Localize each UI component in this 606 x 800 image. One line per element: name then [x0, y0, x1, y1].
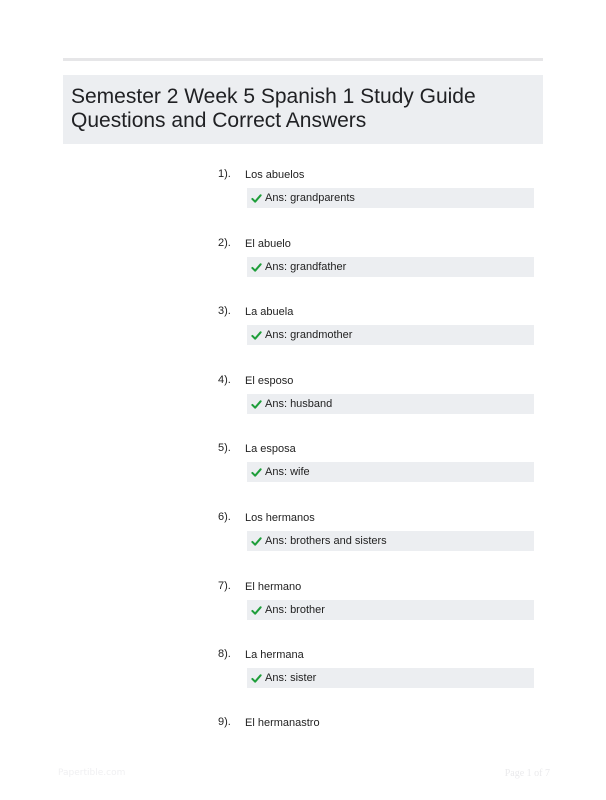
checkmark-icon — [251, 536, 262, 547]
answer-box — [247, 394, 534, 414]
answer-box — [247, 257, 534, 277]
question-text: Los hermanos — [245, 512, 315, 524]
answer-text: Ans: sister — [265, 672, 317, 684]
answer-box — [247, 325, 534, 345]
answer-box — [247, 531, 534, 551]
answer-text: Ans: grandmother — [265, 329, 353, 341]
question-number: 6). — [218, 511, 231, 523]
question-text: El hermano — [245, 581, 302, 593]
checkmark-icon — [251, 193, 262, 204]
answer-box — [247, 188, 534, 208]
question-text: La abuela — [245, 306, 294, 318]
answer-box — [247, 462, 534, 482]
checkmark-icon — [251, 399, 262, 410]
question-number: 1). — [218, 168, 231, 180]
question-text: La esposa — [245, 443, 296, 455]
answer-box — [247, 600, 534, 620]
page-title-line-1: Semester 2 Week 5 Spanish 1 Study Guide — [71, 85, 476, 108]
question-number: 8). — [218, 648, 231, 660]
question-number: 2). — [218, 237, 231, 249]
checkmark-icon — [251, 330, 262, 341]
question-item — [0, 374, 606, 443]
checkmark-icon — [251, 262, 262, 273]
question-item — [0, 580, 606, 649]
question-item — [0, 237, 606, 306]
answer-text: Ans: grandfather — [265, 261, 347, 273]
page-number: Page 1 of 7 — [504, 768, 550, 779]
answer-text: Ans: brothers and sisters — [265, 535, 387, 547]
checkmark-icon — [251, 605, 262, 616]
question-text: La hermana — [245, 649, 304, 661]
question-number: 4). — [218, 374, 231, 386]
checkmark-icon — [251, 467, 262, 478]
question-text: Los abuelos — [245, 169, 305, 181]
checkmark-icon — [251, 673, 262, 684]
question-number: 7). — [218, 580, 231, 592]
question-number: 9). — [218, 716, 231, 728]
question-item — [0, 511, 606, 580]
question-text: El esposo — [245, 375, 294, 387]
question-text: El hermanastro — [245, 717, 320, 729]
answer-text: Ans: grandparents — [265, 192, 355, 204]
title-header — [63, 75, 543, 144]
answer-text: Ans: husband — [265, 398, 333, 410]
footer-watermark: Papertible.com — [58, 768, 126, 778]
question-text: El abuelo — [245, 238, 291, 250]
question-item — [0, 168, 606, 237]
question-item — [0, 648, 606, 717]
question-item — [0, 442, 606, 511]
question-number: 5). — [218, 442, 231, 454]
answer-text: Ans: wife — [265, 466, 310, 478]
question-number: 3). — [218, 305, 231, 317]
answer-text: Ans: brother — [265, 604, 325, 616]
page-title-line-2: Questions and Correct Answers — [71, 109, 367, 132]
question-item — [0, 305, 606, 374]
top-divider — [63, 58, 543, 61]
answer-box — [247, 668, 534, 688]
